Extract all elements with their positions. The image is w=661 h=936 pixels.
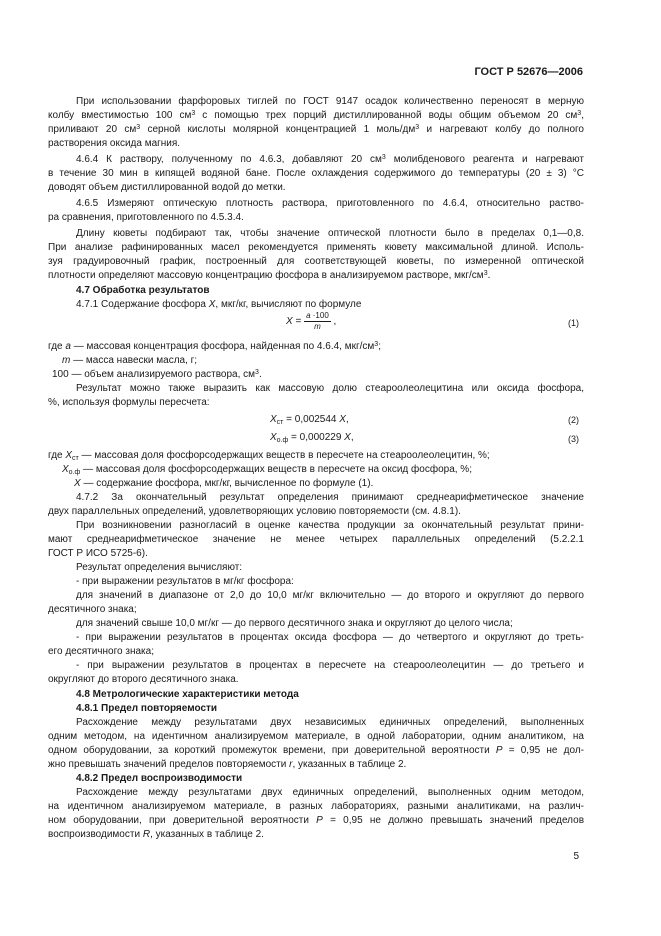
list-item: - при выражении результатов в процентах в пересчете на стеароолеолецитин — до третьего и [76, 660, 584, 671]
text-line: доводят объем дистиллированной водой до метки. [48, 182, 286, 193]
text-line: для значений в диапазоне от 2,0 до 10,0 мг/кг включительно — до второго и округляют до первого [76, 590, 584, 601]
page-number: 5 [573, 851, 579, 862]
text-line: где a — массовая концентрация фосфора, найденная по 4.6.4, мкг/$см^3$; [48, 341, 381, 352]
text-line: Расхождение между результатами двух единичных определений, выполненных одним методом, [76, 787, 584, 798]
text-line: Результат можно также выразить как массовую долю стеароолеолецитина или оксида фосфора, [76, 383, 584, 394]
text-line: ном оборудовании, при доверительной вероятности P = 0,95 не должно превышать значений пределов [48, 815, 585, 826]
formula-2: $X_{ст} = 0,002544$ X, [270, 414, 349, 426]
text-line: одним методом, на идентичном анализируемом материале, в одной лаборатории, одним аналитиком, на [48, 731, 584, 742]
text-line: на идентичном анализируемом материале, в разных лабораториях, разными аналитиками, на различ- [48, 801, 584, 812]
text-line: X — содержание фосфора, мкг/кг, вычисленное по формуле (1). [74, 478, 374, 489]
text-line: десятичного знака; [48, 604, 137, 615]
text-line: мают среднеарифметическое значение не менее четырех параллельных определений (5.2.2.1 [48, 534, 584, 545]
text-line: При анализе рафинированных масел рекомендуется применять кювету максимальной длиной. Исполь- [48, 242, 584, 253]
subsection-heading: 4.8.1 Предел повторяемости [76, 703, 218, 714]
text-line: воспроизводимости R, указанных в таблице 2. [48, 829, 264, 840]
text-line: колбу вместимостью 100 $см^3$ с помощью трех порций дистиллированной воды общим объемом 20 $см^3$, [48, 110, 584, 121]
text-line: плотности определяют массовую концентрацию фосфора в анализируемом растворе, мкг/$см^3$. [48, 270, 491, 281]
text-line: двух параллельных определений, удовлетворяющих условию повторяемости (см. 4.8.1). [48, 506, 461, 517]
list-item: - при выражении результатов в процентах оксида фосфора — до четвертого и округляют до треть- [76, 632, 584, 643]
text-line: растворения оксида магния. [48, 138, 181, 149]
text-line: приливают 20 $см^3$ серной кислоты молярной концентрацией 1 моль/$дм^3$ и нагревают колбу до полного [48, 124, 584, 135]
text-line: %, используя формулы пересчета: [48, 397, 210, 408]
text-line: его десятичного знака; [48, 646, 154, 657]
subsection-heading: 4.8.2 Предел воспроизводимости [76, 773, 243, 784]
text-line: При использовании фарфоровых тиглей по ГОСТ 9147 осадок количественно переносят в мерную [76, 96, 584, 107]
text-line: Результат определения вычисляют: [76, 562, 243, 573]
text-line: При возникновении разногласий в оценке качества продукции за окончательный результат прини- [76, 520, 584, 531]
text-line: зуя градуировочный график, построенный для соответствующей кюветы, по измеренной оптической [48, 256, 584, 267]
text-line: в течение 30 мин в кипящей водяной бане. После охлаждения содержимого до температуры (20 ± 3) °С [48, 168, 584, 179]
formula-number: (3) [568, 434, 579, 444]
text-line: 4.7.2 За окончательный результат определения принимают среднеарифметическое значение [76, 492, 584, 503]
section-heading: 4.7 Обработка результатов [76, 285, 210, 296]
text-line: ра сравнения, приготовленного по 4.5.3.4. [48, 212, 244, 223]
formula-1: X = $\frac{a \cdot 100}{m}$ , [286, 310, 337, 331]
text-line: жно превышать значений пределов повторяемости r, указанных в таблице 2. [48, 759, 407, 770]
text-line: 4.6.5 Измеряют оптическую плотность раствора, приготовленного по 4.6.4, относительно раство- [76, 198, 584, 209]
page-header: ГОСТ Р 52676—2006 [474, 66, 583, 78]
section-heading: 4.8 Метрологические характеристики метода [76, 689, 299, 700]
text-line: Длину кюветы подбирают так, чтобы значение оптической плотности было в пределах 0,1—0,8. [76, 228, 584, 239]
fraction: $\frac{a \cdot 100}{m}$ [306, 310, 329, 331]
formula-3: $X_{о.ф} = 0,000229$ X, [270, 432, 354, 444]
text-line: 4.7.1 Содержание фосфора X, мкг/кг, вычисляют по формуле [76, 299, 362, 310]
text-line: для значений свыше 10,0 мг/кг — до первого десятичного знака и округляют до целого числа; [76, 618, 513, 629]
text-line: $X_{о.ф}$ — массовая доля фосфорсодержащих веществ в пересчете на оксид фосфора, %; [62, 464, 472, 476]
text-line: 100 — объем анализируемого раствора, $см^3$. [52, 369, 262, 380]
formula-number: (1) [568, 318, 579, 328]
text-line: одном оборудовании, за короткий промежуток времени, при доверительной вероятности P = 0,95 не дол- [48, 745, 584, 756]
text-line: ГОСТ Р ИСО 5725-6). [48, 548, 148, 559]
text-line: округляют до второго десятичного знака. [48, 674, 239, 685]
text-line: где $X_{ст}$ — массовая доля фосфорсодержащих веществ в пересчете на стеароолеолецитин, %; [48, 450, 490, 462]
text-line: m — масса навески масла, г; [62, 355, 198, 366]
text-line: Расхождение между результатами двух независимых единичных определений, выполненных [76, 717, 584, 728]
formula-number: (2) [568, 415, 579, 425]
list-item: - при выражении результатов в мг/кг фосфора: [76, 576, 294, 587]
text-line: 4.6.4 К раствору, полученному по 4.6.3, добавляют 20 $см^3$ молибденового реагента и нагревают [76, 154, 584, 165]
